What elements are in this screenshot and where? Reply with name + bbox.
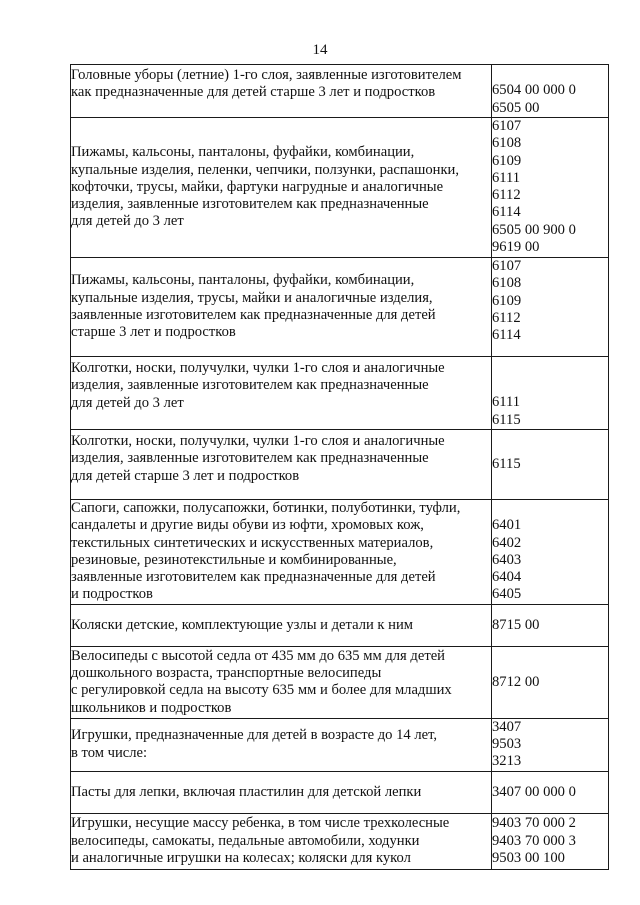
description-cell	[71, 500, 492, 605]
code-line: 9403 70 000 2	[492, 815, 576, 832]
code-line: 3407 00 000 0	[492, 783, 576, 800]
code-line: 8715 00	[492, 616, 540, 633]
description-cell	[71, 118, 492, 258]
description-cell	[71, 604, 492, 646]
codes-cell	[492, 430, 609, 500]
description-line: старше 3 лет и подростков	[71, 324, 236, 341]
code-line: 6111	[492, 394, 521, 411]
codes-cell	[492, 604, 609, 646]
code-line: 6402	[492, 534, 522, 551]
code-line: 9619 00	[492, 239, 540, 256]
code-line: 6115	[492, 455, 521, 472]
code-line: 8712 00	[492, 673, 540, 690]
description-line: Колготки, носки, получулки, чулки 1-го слоя и аналогичные	[71, 360, 445, 376]
description-line: заявленные изготовителем как предназначенные для детей	[71, 569, 436, 586]
description-line: для детей до 3 лет	[71, 394, 184, 411]
description-line: Пижамы, кальсоны, панталоны, фуфайки, комбинации,	[71, 144, 415, 161]
description-line: Игрушки, несущие массу ребенка, в том числе трехколесные	[71, 815, 450, 832]
codes-cell	[492, 357, 609, 430]
code-line: 9503	[492, 736, 522, 753]
page-number: 14	[312, 42, 328, 58]
description-line: сандалеты и другие виды обуви из юфти, хромовых кож,	[71, 517, 424, 534]
description-cell	[71, 771, 492, 813]
code-line: 6109	[492, 152, 522, 169]
table-row	[71, 813, 609, 869]
description-line: для детей до 3 лет	[71, 213, 184, 230]
code-line: 6108	[492, 135, 522, 152]
codes-cell	[492, 65, 609, 118]
code-line: 6505 00	[492, 99, 540, 116]
codes-cell	[492, 813, 609, 869]
description-line: Колготки, носки, получулки, чулки 1-го слоя и аналогичные	[71, 433, 445, 449]
codes-cell	[492, 500, 609, 605]
code-line: 3407	[492, 718, 522, 735]
description-line: в том числе:	[71, 744, 148, 761]
goods-table	[70, 64, 609, 870]
code-line: 6112	[492, 309, 521, 326]
description-cell	[71, 646, 492, 718]
code-line: 6108	[492, 275, 522, 292]
code-line: 6111	[492, 169, 521, 186]
table-row	[71, 646, 609, 718]
code-line: 9403 70 000 3	[492, 832, 576, 849]
description-cell	[71, 813, 492, 869]
table-row	[71, 65, 609, 118]
code-line: 6403	[492, 551, 522, 568]
description-line: Сапоги, сапожки, полусапожки, ботинки, полуботинки, туфли,	[71, 500, 461, 516]
codes-cell	[492, 771, 609, 813]
description-line: школьников и подростков	[71, 699, 232, 716]
code-line: 6112	[492, 187, 521, 204]
description-line: кофточки, трусы, майки, фартуки нагрудные и аналогичные	[71, 178, 444, 195]
code-line: 6114	[492, 327, 521, 344]
description-cell	[71, 718, 492, 771]
code-line: 6115	[492, 411, 521, 428]
description-line: Пижамы, кальсоны, панталоны, фуфайки, комбинации,	[71, 272, 415, 289]
table-row	[71, 604, 609, 646]
description-cell	[71, 65, 492, 118]
description-line: Велосипеды с высотой седла от 435 мм до 635 мм для детей	[71, 647, 445, 664]
code-line: 6404	[492, 569, 522, 586]
description-line: резиновые, резинотекстильные и комбинированные,	[71, 551, 397, 568]
table-row	[71, 771, 609, 813]
codes-cell	[492, 646, 609, 718]
code-line: 6107	[492, 118, 522, 134]
codes-cell	[492, 718, 609, 771]
description-line: Игрушки, предназначенные для детей в возрасте до 14 лет,	[71, 727, 438, 744]
table-row	[71, 500, 609, 605]
description-cell	[71, 357, 492, 430]
description-cell	[71, 258, 492, 357]
description-line: Коляски детские, комплектующие узлы и детали к ним	[71, 616, 414, 633]
description-line: и подростков	[71, 586, 153, 603]
description-line: изделия, заявленные изготовителем как предназначенные	[71, 450, 429, 467]
description-line: с регулировкой седла на высоту 635 мм и более для младших	[71, 682, 452, 699]
description-line: и аналогичные игрушки на колесах; коляски для кукол	[71, 849, 411, 866]
table-row	[71, 357, 609, 430]
description-line: заявленные изготовителем как предназначенные для детей	[71, 307, 436, 323]
description-line: купальные изделия, пеленки, чепчики, ползунки, распашонки,	[71, 161, 460, 178]
table-row	[71, 718, 609, 771]
description-line: Головные уборы (летние) 1-го слоя, заявленные изготовителем	[71, 67, 462, 83]
code-line: 9503 00 100	[492, 849, 565, 866]
code-line: 6505 00 900 0	[492, 221, 576, 238]
table-row	[71, 118, 609, 258]
code-line: 3213	[492, 753, 522, 770]
description-cell	[71, 430, 492, 500]
code-line: 6109	[492, 292, 522, 309]
description-line: для детей старше 3 лет и подростков	[71, 467, 300, 484]
description-line: Пасты для лепки, включая пластилин для детской лепки	[71, 783, 422, 800]
description-line: изделия, заявленные изготовителем как предназначенные	[71, 377, 429, 394]
description-line: текстильных синтетических и искусственных материалов,	[71, 534, 434, 551]
description-line: как предназначенные для детей старше 3 лет и подростков	[71, 84, 436, 101]
description-line: изделия, заявленные изготовителем как предназначенные	[71, 196, 429, 213]
code-line: 6107	[492, 258, 522, 274]
code-line: 6401	[492, 517, 522, 534]
table-row	[71, 258, 609, 357]
table-row	[71, 430, 609, 500]
code-line: 6504 00 000 0	[492, 82, 576, 99]
code-line: 6405	[492, 586, 522, 603]
description-line: велосипеды, самокаты, педальные автомобили, ходунки	[71, 832, 420, 849]
description-line: купальные изделия, трусы, майки и аналогичные изделия,	[71, 289, 433, 306]
codes-cell	[492, 118, 609, 258]
codes-cell	[492, 258, 609, 357]
description-line: дошкольного возраста, транспортные велосипеды	[71, 664, 382, 681]
code-line: 6114	[492, 204, 521, 221]
